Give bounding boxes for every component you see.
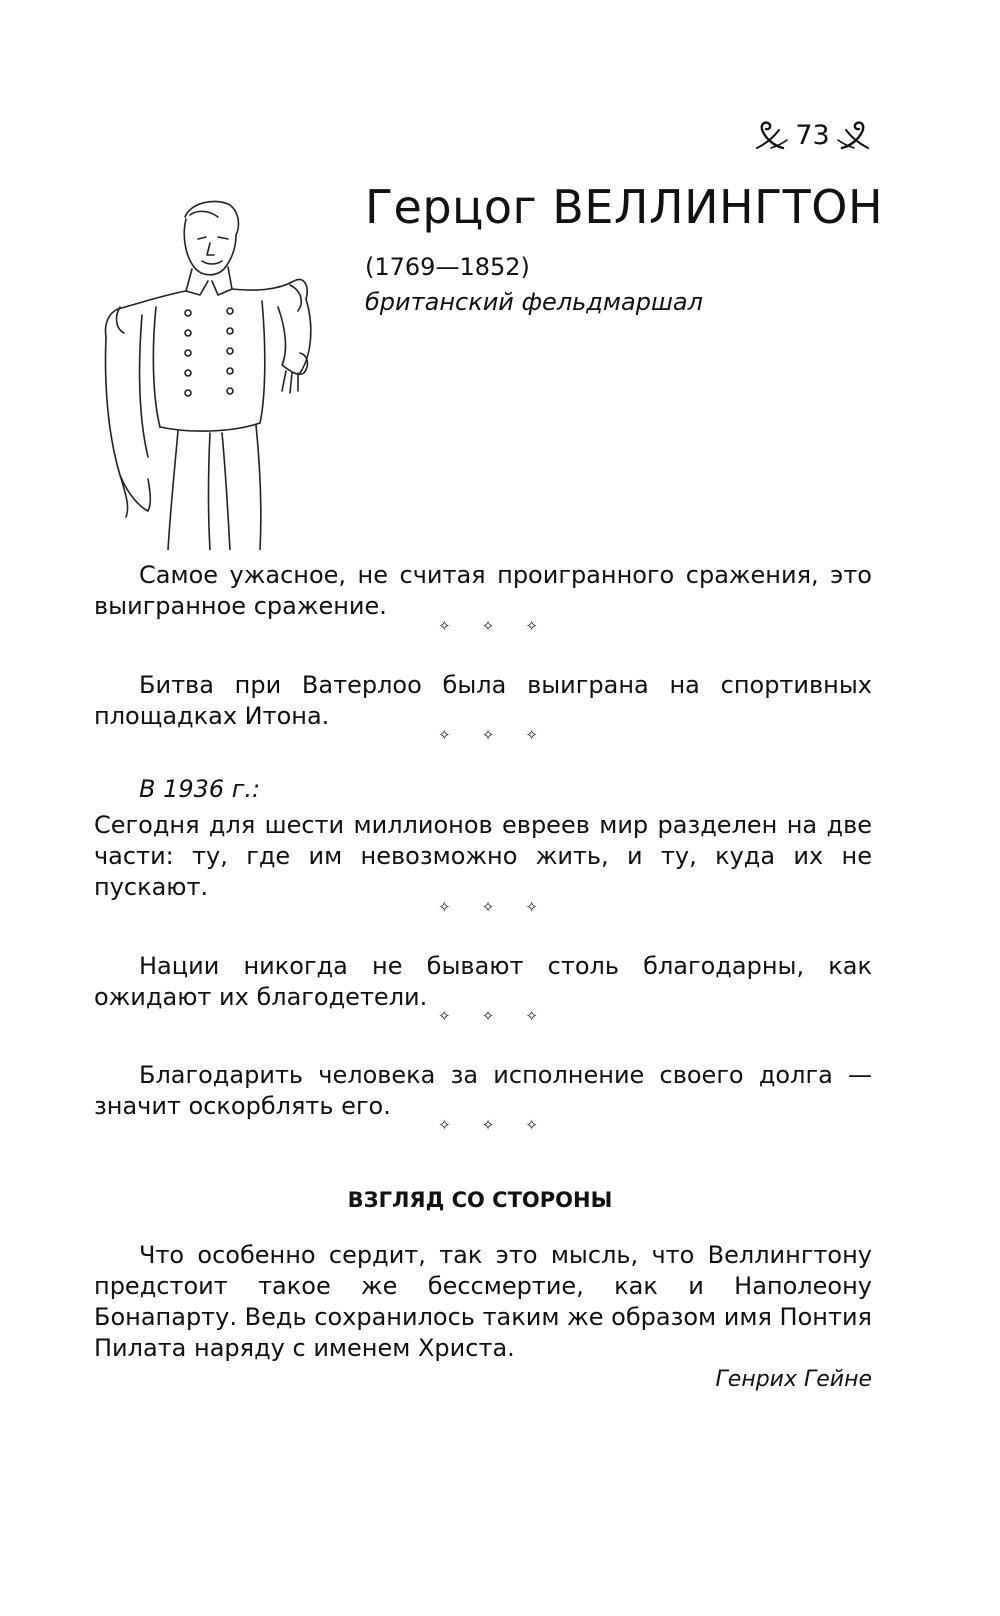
star-icon: ✧ bbox=[481, 898, 495, 916]
quote-text: Нации никогда не бывают столь благодарны, как ожидают их благодетели. bbox=[94, 952, 872, 1011]
page-number: 73 bbox=[795, 119, 830, 151]
figure-illustration-icon bbox=[90, 195, 340, 550]
star-icon: ✧ bbox=[438, 898, 451, 916]
star-icon: ✧ bbox=[481, 726, 495, 744]
right-ornament-icon bbox=[836, 118, 872, 152]
star-icon: ✧ bbox=[525, 1116, 538, 1134]
quote-text: Благодарить человека за исполнение своего долга — значит оскорблять его. bbox=[94, 1061, 872, 1120]
star-icon: ✧ bbox=[438, 1007, 451, 1025]
star-icon: ✧ bbox=[481, 1007, 495, 1025]
star-icon: ✧ bbox=[525, 1007, 538, 1025]
life-years: (1769—1852) bbox=[365, 253, 530, 281]
star-icon: ✧ bbox=[525, 617, 538, 635]
quote-text: Самое ужасное, не считая проигранного сражения, это выигранное сражение. bbox=[94, 561, 872, 620]
left-ornament-icon bbox=[753, 118, 789, 152]
quote-text: Сегодня для шести миллионов евреев мир разделен на две части: ту, где им невозможно жить, и ту, куда их не пускают. bbox=[94, 811, 872, 901]
person-name: Герцог ВЕЛЛИНГТОН bbox=[365, 180, 884, 234]
person-description: британский фельдмаршал bbox=[365, 288, 703, 316]
separator bbox=[438, 1116, 538, 1134]
quote-author: Генрих Гейне bbox=[715, 1367, 872, 1392]
quote-text: Битва при Ватерлоо была выиграна на спортивных площадках Итона. bbox=[94, 671, 872, 730]
separator bbox=[438, 726, 538, 744]
separator bbox=[438, 898, 538, 916]
page-number-header bbox=[745, 110, 880, 160]
separator bbox=[438, 1007, 538, 1025]
portrait-illustration bbox=[90, 195, 340, 550]
separator bbox=[438, 617, 538, 635]
star-icon: ✧ bbox=[438, 726, 451, 744]
star-icon: ✧ bbox=[481, 1116, 495, 1134]
quote-date-prefix: В 1936 г.: bbox=[139, 775, 261, 803]
outside-view-text: Что особенно сердит, так это мысль, что Веллингтону предстоит такое же бессмертие, как и Наполеону Бонапарту. Ведь сохранилось таким же образом имя Понтия Пилата наряду с именем Христа. bbox=[94, 1241, 872, 1362]
star-icon: ✧ bbox=[438, 617, 451, 635]
star-icon: ✧ bbox=[481, 617, 495, 635]
star-icon: ✧ bbox=[525, 726, 538, 744]
section-heading: ВЗГЛЯД СО СТОРОНЫ bbox=[347, 1188, 613, 1212]
star-icon: ✧ bbox=[438, 1116, 451, 1134]
star-icon: ✧ bbox=[525, 898, 538, 916]
